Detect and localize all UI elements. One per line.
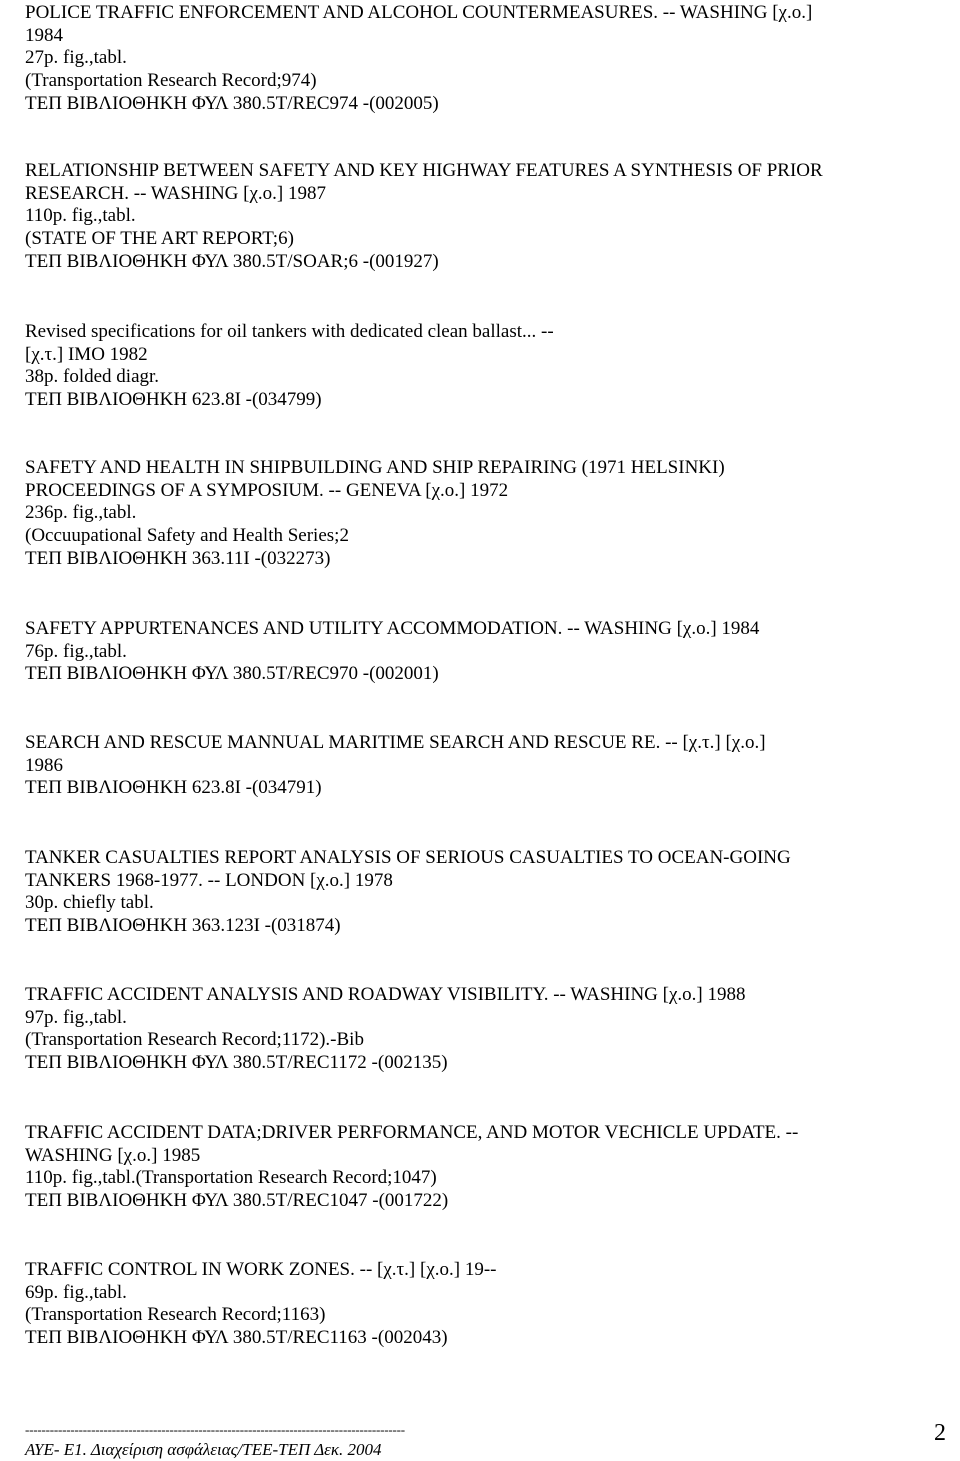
entry-title-line: TRAFFIC ACCIDENT DATA;DRIVER PERFORMANCE, AND MOTOR VECHICLE UPDATE. -- [25, 1122, 799, 1143]
entry-callnumber-line: ΤΕΠ ΒΙΒΛΙΟΘΗΚΗ 363.123I -(031874) [25, 915, 341, 937]
entry-title-line: [χ.τ.] IMO 1982 [25, 343, 148, 365]
entry-title-line: Revised specifications for oil tankers with dedicated clean ballast... -- [25, 321, 554, 342]
entry-callnumber-line: ΤΕΠ ΒΙΒΛΙΟΘΗΚΗ ΦΥΛ 380.5T/REC970 -(002001) [25, 663, 439, 685]
entry-series-line: (Occuupational Safety and Health Series;2 [25, 525, 349, 547]
footer-rule: -------------------------------------------------------------------------------------------- [25, 1422, 405, 1437]
entry-extent-line: 236p. fig.,tabl. [25, 502, 137, 524]
entry-callnumber-line: ΤΕΠ ΒΙΒΛΙΟΘΗΚΗ 623.8I -(034799) [25, 389, 322, 411]
catalog-entry [25, 321, 945, 412]
entry-callnumber-line: ΤΕΠ ΒΙΒΛΙΟΘΗΚΗ ΦΥΛ 380.5T/REC1163 -(002043) [25, 1327, 448, 1349]
entry-extent-line: 110p. fig.,tabl. [25, 205, 136, 227]
catalog-entry [25, 457, 945, 571]
entry-title-line: PROCEEDINGS OF A SYMPOSIUM. -- GENEVA [χ.ο.] 1972 [25, 479, 509, 501]
entry-title-line: SAFETY APPURTENANCES AND UTILITY ACCOMMODATION. -- WASHING [χ.ο.] 1984 [25, 618, 760, 639]
catalog-entry [25, 160, 945, 274]
entry-title-line: WASHING [χ.ο.] 1985 [25, 1144, 201, 1166]
entry-callnumber-line: ΤΕΠ ΒΙΒΛΙΟΘΗΚΗ ΦΥΛ 380.5T/REC974 -(002005) [25, 92, 439, 114]
entry-callnumber-line: ΤΕΠ ΒΙΒΛΙΟΘΗΚΗ ΦΥΛ 380.5T/REC1172 -(002135) [25, 1052, 448, 1074]
entry-extent-line: 30p. chiefly tabl. [25, 892, 154, 914]
entry-callnumber-line: ΤΕΠ ΒΙΒΛΙΟΘΗΚΗ ΦΥΛ 380.5T/SOAR;6 -(001927) [25, 250, 439, 272]
entry-series-line: (Transportation Research Record;974) [25, 70, 317, 92]
catalog-entry [25, 1259, 945, 1350]
entry-title-line: RESEARCH. -- WASHING [χ.ο.] 1987 [25, 182, 326, 204]
entry-title-line: 1984 [25, 24, 63, 46]
entry-title-line: TANKERS 1968-1977. -- LONDON [χ.ο.] 1978 [25, 869, 393, 891]
entry-title-line: SAFETY AND HEALTH IN SHIPBUILDING AND SHIP REPAIRING (1971 HELSINKI) [25, 457, 725, 478]
entry-series-line: (STATE OF THE ART REPORT;6) [25, 228, 294, 250]
footer-text: ΑΥΕ- Ε1. Διαχείριση ασφάλειας/ΤΕΕ-ΤΕΠ Δεκ. 2004 [25, 1440, 382, 1459]
catalog-entry [25, 618, 945, 686]
entry-title-line: 1986 [25, 754, 63, 776]
entry-title-line: POLICE TRAFFIC ENFORCEMENT AND ALCOHOL COUNTERMEASURES. -- WASHING [χ.ο.] [25, 2, 813, 23]
page-number: 2 [934, 1420, 946, 1446]
entry-series-line: (Transportation Research Record;1163) [25, 1304, 326, 1326]
catalog-entry [25, 984, 945, 1075]
entry-extent-line: 97p. fig.,tabl. [25, 1006, 127, 1028]
entry-title-line: TANKER CASUALTIES REPORT ANALYSIS OF SERIOUS CASUALTIES TO OCEAN-GOING [25, 847, 791, 868]
entry-title-line: RELATIONSHIP BETWEEN SAFETY AND KEY HIGHWAY FEATURES A SYNTHESIS OF PRIOR [25, 160, 823, 181]
catalog-entry [25, 847, 945, 938]
catalog-entry [25, 732, 945, 800]
entry-extent-line: 76p. fig.,tabl. [25, 640, 127, 662]
entry-extent-line: 38p. folded diagr. [25, 366, 160, 388]
entry-extent-line: 27p. fig.,tabl. [25, 47, 127, 69]
entry-series-line: (Transportation Research Record;1172).-Bib [25, 1029, 364, 1051]
entry-title-line: TRAFFIC CONTROL IN WORK ZONES. -- [χ.τ.] [χ.ο.] 19-- [25, 1259, 497, 1280]
entry-title-line: SEARCH AND RESCUE MANNUAL MARITIME SEARCH AND RESCUE RE. -- [χ.τ.] [χ.ο.] [25, 732, 766, 753]
entry-extent-line: 69p. fig.,tabl. [25, 1281, 127, 1303]
entry-callnumber-line: ΤΕΠ ΒΙΒΛΙΟΘΗΚΗ 363.11I -(032273) [25, 547, 331, 569]
entry-callnumber-line: ΤΕΠ ΒΙΒΛΙΟΘΗΚΗ 623.8I -(034791) [25, 777, 322, 799]
entry-callnumber-line: ΤΕΠ ΒΙΒΛΙΟΘΗΚΗ ΦΥΛ 380.5T/REC1047 -(001722) [25, 1190, 449, 1212]
catalog-entry [25, 1122, 945, 1213]
entry-title-line: TRAFFIC ACCIDENT ANALYSIS AND ROADWAY VISIBILITY. -- WASHING [χ.ο.] 1988 [25, 984, 746, 1005]
catalog-entry [25, 2, 945, 116]
entry-extent-line: 110p. fig.,tabl.(Transportation Research Record;1047) [25, 1167, 437, 1189]
